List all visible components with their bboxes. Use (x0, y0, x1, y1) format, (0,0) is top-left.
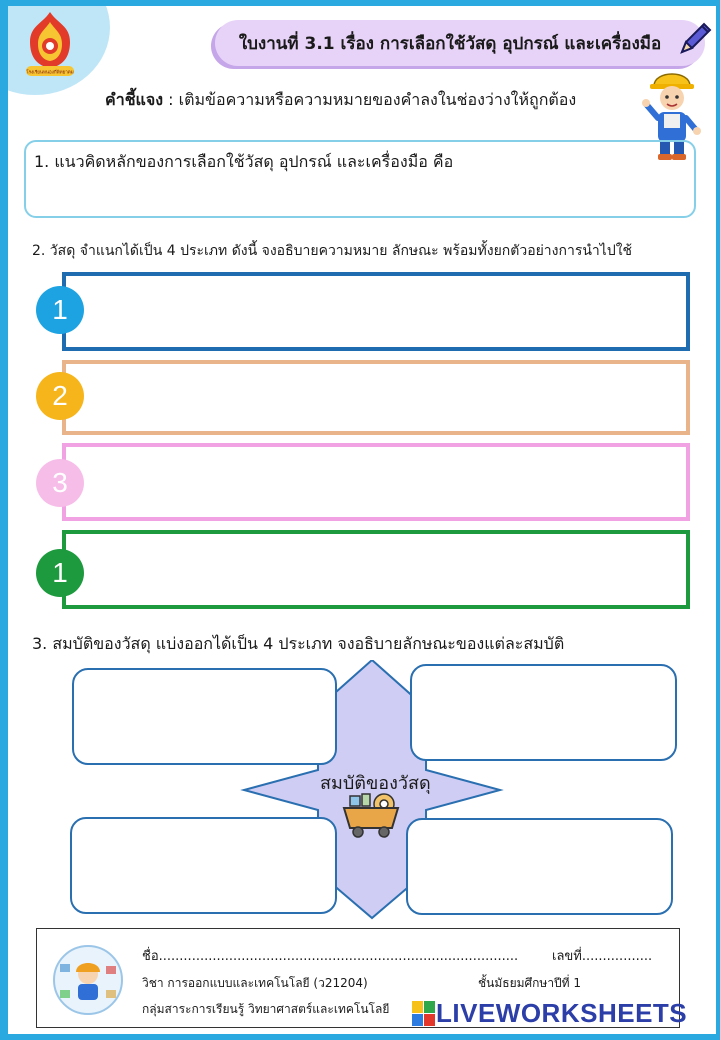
subject-text: วิชา การออกแบบและเทคโนโลยี (ว21204) (142, 976, 368, 990)
student-name-field[interactable]: ชื่อ....................................................................................... (142, 949, 519, 964)
liveworksheets-wordmark: LIVEWORKSHEETS (436, 998, 688, 1028)
liveworksheets-logo-icon (412, 1001, 436, 1027)
page-border-left (0, 0, 8, 1040)
material-type-3-number: 3 (36, 459, 84, 507)
question-2-text: 2. วัสดุ จำแนกได้เป็น 4 ประเภท ดังนี้ จงอธิบายความหมาย ลักษณะ พร้อมทั้งยกตัวอย่างการนำไปใช้ (32, 243, 633, 259)
liveworksheets-brand (412, 998, 687, 1029)
question-3-text: 3. สมบัติของวัสดุ แบ่งออกได้เป็น 4 ประเภท จงอธิบายลักษณะของแต่ละสมบัติ (32, 634, 565, 653)
property-1-answer-box[interactable] (72, 668, 337, 765)
property-3-answer-box[interactable] (70, 817, 337, 914)
diagram-center-label: สมบัติของวัสดุ (320, 773, 431, 794)
question-1-text: 1. แนวคิดหลักของการเลือกใช้วัสดุ อุปกรณ์ และเครื่องมือ คือ (34, 152, 454, 171)
material-type-2-answer-box[interactable] (62, 360, 690, 435)
design-technology-logo (52, 944, 124, 1016)
instruction-text: : เติมข้อความหรือความหมายของคำลงในช่องว่างให้ถูกต้อง (163, 90, 577, 109)
material-type-1-number: 1 (36, 286, 84, 334)
learning-group-text: กลุ่มสาระการเรียนรู้ วิทยาศาสตร์และเทคโนโลยี (142, 1002, 390, 1016)
question-1-answer-box[interactable] (24, 140, 696, 218)
instruction-label: คำชี้แจง (105, 90, 164, 109)
worksheet-title-banner (215, 20, 705, 66)
material-type-1-answer-box[interactable] (62, 272, 690, 351)
material-type-4-answer-box[interactable] (62, 530, 690, 609)
worksheet-title: ใบงานที่ 3.1 เรื่อง การเลือกใช้วัสดุ อุปกรณ์ และเครื่องมือ (238, 33, 662, 54)
student-number-field[interactable]: เลขที่................. (552, 949, 653, 964)
material-type-2-number: 2 (36, 372, 84, 420)
svg-text:โรงเรียนหนองกี่พิทยาคม: โรงเรียนหนองกี่พิทยาคม (26, 70, 74, 76)
school-logo (18, 8, 82, 80)
mine-cart-icon (340, 790, 402, 840)
pencil-icon (676, 18, 716, 58)
page-border-right (716, 0, 720, 1040)
page-border-top (0, 0, 720, 6)
material-type-3-answer-box[interactable] (62, 443, 690, 521)
property-2-answer-box[interactable] (410, 664, 677, 761)
property-4-answer-box[interactable] (406, 818, 673, 915)
instruction (105, 88, 576, 113)
page-border-bottom (0, 1034, 720, 1040)
material-type-4-number: 1 (36, 549, 84, 597)
grade-text: ชั้นมัธยมศึกษาปีที่ 1 (478, 976, 582, 990)
